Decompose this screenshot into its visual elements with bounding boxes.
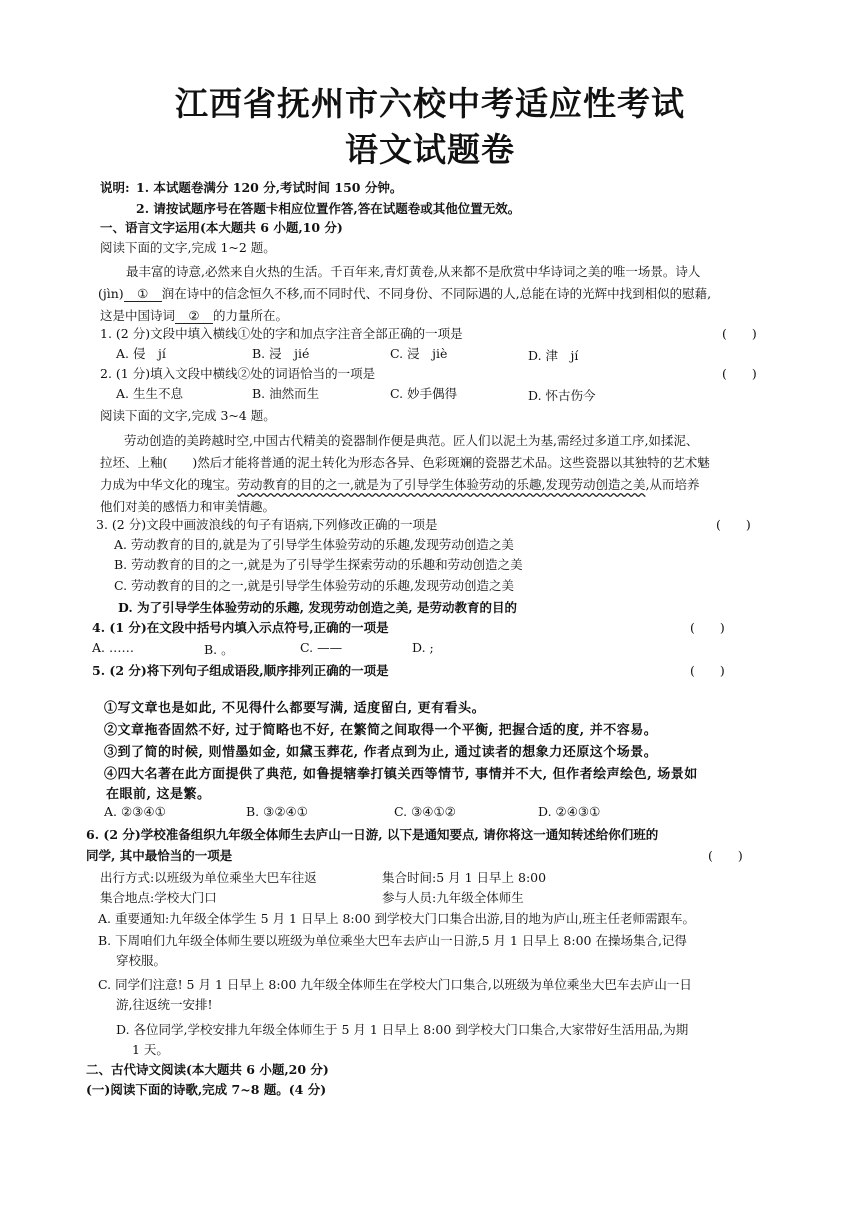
passage2-line3 <box>100 475 699 493</box>
passage1-line1: 最丰富的诗意,必然来自火热的生活。千百年来,青灯黄卷,从来都不是欣赏中华诗词之美的唯一场景。诗人 <box>126 264 701 279</box>
q6-stem-line2: 同学, 其中最恰当的一项是 <box>86 848 233 863</box>
q4-stem: 4. (1 分)在文段中括号内填入示点符号,正确的一项是 <box>92 620 389 635</box>
q1-answer-paren[interactable]: ( ) <box>722 326 757 341</box>
exam-title: 江西省抚州市六校中考适应性考试 <box>175 84 685 123</box>
q5-stem: 5. (2 分)将下列句子组成语段,顺序排列正确的一项是 <box>92 663 389 678</box>
q2-answer-paren[interactable]: ( ) <box>722 366 757 381</box>
q2-option-d[interactable]: D. 怀古伤今 <box>528 388 596 403</box>
passage2-line3-start: 力成为中华文化的瑰宝。 <box>100 477 238 492</box>
q4-option-c[interactable]: C. —— <box>300 640 343 655</box>
note-2: 2. 请按试题序号在答题卡相应位置作答,答在试题卷或其他位置无效。 <box>136 201 521 216</box>
q5-sentence-4b: 在眼前, 这是繁。 <box>106 787 211 802</box>
notes-label: 说明: <box>100 180 130 195</box>
q3-option-c[interactable]: C. 劳动教育的目的之一,就是引导学生体验劳动的乐趣,发现劳动创造之美 <box>114 578 515 593</box>
pinyin-jin: (jìn) <box>98 286 124 301</box>
q6-info-mode: 出行方式:以班级为单位乘坐大巴车往返 <box>100 870 317 885</box>
q3-option-b[interactable]: B. 劳动教育的目的之一,就是为了引导学生探索劳动的乐趣和劳动创造之美 <box>114 557 523 572</box>
q2-stem: 2. (1 分)填入文段中横线②处的词语恰当的一项是 <box>100 366 376 381</box>
q5-sentence-1: ①写文章也是如此, 不见得什么都要写满, 适度留白, 更有看头。 <box>104 701 486 716</box>
q6-info-time: 集合时间:5 月 1 日早上 8:00 <box>382 870 547 885</box>
q2-option-a[interactable]: A. 生生不息 <box>116 386 183 401</box>
passage1-line3-end: 的力量所在。 <box>213 308 289 323</box>
q6-option-b-line1[interactable]: B. 下周咱们九年级全体师生要以班级为单位乘坐大巴车去庐山一日游,5 月 1 日早上 8:00 在操场集合,记得 <box>98 933 687 948</box>
read-instruction-3-4: 阅读下面的文字,完成 3~4 题。 <box>100 408 276 423</box>
q5-answer-paren[interactable]: ( ) <box>690 663 725 678</box>
passage2-line2: 拉坯、上釉( )然后才能将普通的泥土转化为形态各异、色彩斑斓的瓷器艺术品。这些瓷器以其独特的艺术魅 <box>100 455 710 470</box>
q6-option-d-line2: 1 天。 <box>132 1042 169 1057</box>
passage2-line3-end: ,从而培养 <box>645 477 700 492</box>
q5-sentence-2: ②文章拖沓固然不好, 过于简略也不好, 在繁简之间取得一个平衡, 把握合适的度, 并不容易。 <box>104 723 658 738</box>
passage2-line1: 劳动创造的美跨越时空,中国古代精美的瓷器制作便是典范。匠人们以泥土为基,需经过多道工序,如揉泥、 <box>124 433 699 448</box>
blank-2: ② <box>175 308 213 324</box>
q4-answer-paren[interactable]: ( ) <box>690 620 725 635</box>
q6-info-place: 集合地点:学校大门口 <box>100 890 217 905</box>
passage1-line3 <box>100 306 288 324</box>
q6-option-c-line2: 游,往返统一安排! <box>116 997 213 1012</box>
q6-option-a[interactable]: A. 重要通知:九年级全体学生 5 月 1 日早上 8:00 到学校大门口集合出游,目的地为庐山,班主任老师需跟车。 <box>98 911 695 926</box>
q5-sentence-3: ③到了简的时候, 则惜墨如金, 如黛玉葬花, 作者点到为止, 通过读者的想象力还原这个场景。 <box>104 745 658 760</box>
q5-option-d[interactable]: D. ②④③① <box>538 804 601 819</box>
q5-sentence-4a: ④四大名著在此方面提供了典范, 如鲁提辖拳打镇关西等情节, 事情并不大, 但作者绘声绘色, 场景如 <box>104 767 698 782</box>
read-instruction-1-2: 阅读下面的文字,完成 1~2 题。 <box>100 240 276 255</box>
part2-subheading: (一)阅读下面的诗歌,完成 7~8 题。(4 分) <box>86 1082 327 1097</box>
note-1: 1. 本试题卷满分 120 分,考试时间 150 分钟。 <box>136 180 403 195</box>
q1-option-a[interactable]: A. 侵 jí <box>116 346 166 361</box>
q1-stem: 1. (2 分)文段中填入横线①处的字和加点字注音全部正确的一项是 <box>100 326 463 341</box>
q1-option-c[interactable]: C. 浸 jiè <box>390 346 448 361</box>
q5-option-b[interactable]: B. ③②④① <box>246 804 308 819</box>
q3-stem: 3. (2 分)文段中画波浪线的句子有语病,下列修改正确的一项是 <box>96 517 438 532</box>
q3-option-d[interactable]: D. 为了引导学生体验劳动的乐趣, 发现劳动创造之美, 是劳动教育的目的 <box>118 600 518 615</box>
passage2-line4: 他们对美的感悟力和审美情趣。 <box>100 499 276 514</box>
q1-option-d[interactable]: D. 津 jí <box>528 348 579 363</box>
passage1-line2 <box>98 284 711 302</box>
q5-option-c[interactable]: C. ③④①② <box>394 804 456 819</box>
part2-heading: 二、古代诗文阅读(本大题共 6 小题,20 分) <box>86 1062 329 1077</box>
passage1-line2-rest: 润在诗中的信念恒久不移,而不同时代、不同身份、不同际遇的人,总能在诗的光辉中找到相似的慰藉, <box>161 286 712 301</box>
q6-option-d-line1[interactable]: D. 各位同学,学校安排九年级全体师生于 5 月 1 日早上 8:00 到学校大门口集合,大家带好生活用品,为期 <box>116 1022 689 1037</box>
q2-option-b[interactable]: B. 油然而生 <box>252 386 320 401</box>
wavy-underlined-sentence: 劳动教育的目的之一,就是为了引导学生体验劳动的乐趣,发现劳动创造之美 <box>237 477 646 492</box>
q6-stem-line1: 6. (2 分)学校准备组织九年级全体师生去庐山一日游, 以下是通知要点, 请你将这一通知转述给你们班的 <box>86 827 659 842</box>
q5-option-a[interactable]: A. ②③④① <box>104 804 166 819</box>
q6-option-b-line2: 穿校服。 <box>116 953 167 968</box>
passage1-line3-start: 这是中国诗词 <box>100 308 176 323</box>
q6-info-people: 参与人员:九年级全体师生 <box>382 890 524 905</box>
q4-option-a[interactable]: A. …… <box>92 640 134 655</box>
q1-option-b[interactable]: B. 浸 jié <box>252 346 310 361</box>
exam-subtitle: 语文试题卷 <box>345 130 515 169</box>
q3-option-a[interactable]: A. 劳动教育的目的,就是为了引导学生体验劳动的乐趣,发现劳动创造之美 <box>114 537 514 552</box>
q4-option-b[interactable]: B. 。 <box>204 642 234 657</box>
q6-answer-paren[interactable]: ( ) <box>708 848 743 863</box>
q3-answer-paren[interactable]: ( ) <box>716 517 751 532</box>
part1-heading: 一、语言文字运用(本大题共 6 小题,10 分) <box>100 220 343 235</box>
q2-option-c[interactable]: C. 妙手偶得 <box>390 386 458 401</box>
q4-option-d[interactable]: D. ; <box>412 640 434 655</box>
blank-1: ① <box>124 286 162 302</box>
q6-option-c-line1[interactable]: C. 同学们注意! 5 月 1 日早上 8:00 九年级全体师生在学校大门口集合,以班级为单位乘坐大巴车去庐山一日 <box>98 977 692 992</box>
